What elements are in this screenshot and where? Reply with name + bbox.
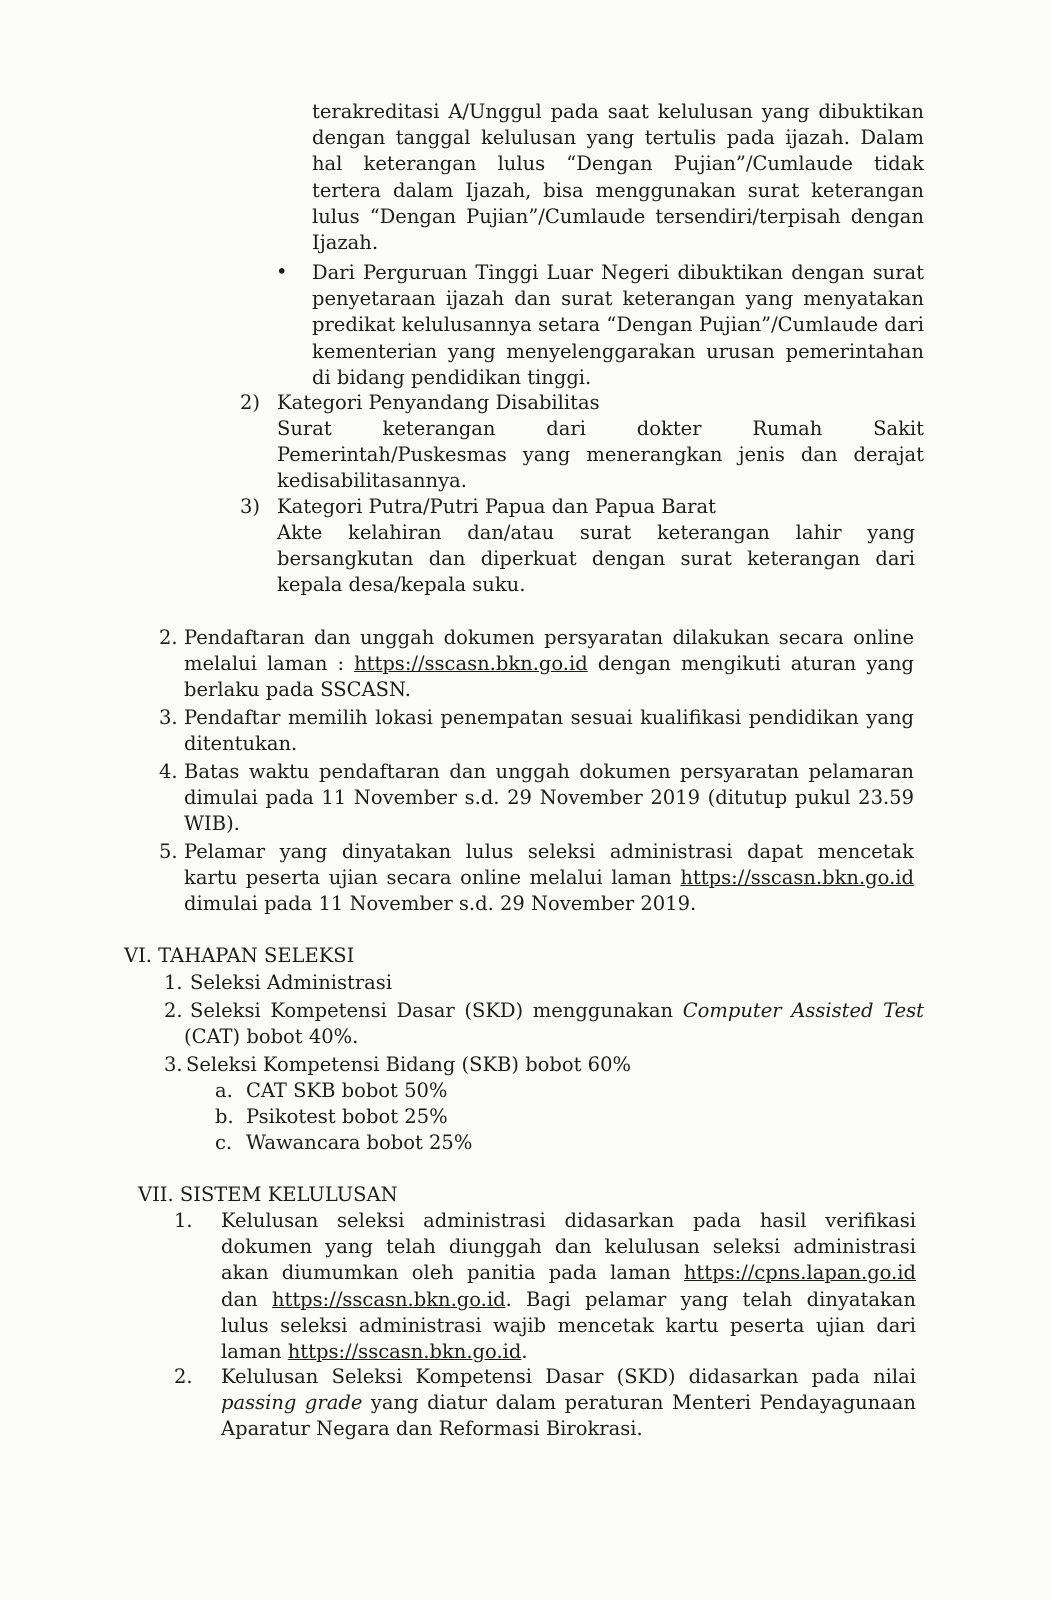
substep-marker: a.: [215, 1079, 233, 1102]
section-heading-vii: VII. SISTEM KELULUSAN: [138, 1183, 398, 1206]
item-paragraph: Pelamar yang dinyatakan lulus seleksi administrasi dapat mencetak kartu peserta ujian secara online melalui laman https://sscasn.bkn.go.id dimulai pada 11 November s.d. 29 November 2019.: [184, 840, 914, 916]
item-paragraph: Pendaftaran dan unggah dokumen persyaratan dilakukan secara online melalui laman : https://sscasn.bkn.go.id dengan mengikuti aturan yang berlaku pada SSCASN.: [184, 626, 914, 702]
rule-paragraph: Kelulusan seleksi administrasi didasarkan pada hasil verifikasi dokumen yang telah diunggah dan kelulusan seleksi administrasi akan diumumkan oleh panitia pada laman https://cpns.lapan.go.id dan https://sscasn.bkn.go.id. Bagi pelamar yang telah dinyatakan lulus seleksi administrasi wajib mencetak kartu peserta ujian dari laman https://sscasn.bkn.go.id.: [221, 1209, 916, 1364]
step-text: Seleksi Kompetensi Dasar (SKD) menggunakan Computer Assisted Test (CAT) bobot 40%.: [184, 999, 924, 1049]
section-heading-vi: VI. TAHAPAN SELEKSI: [124, 944, 355, 967]
bullet-paragraph: Dari Perguruan Tinggi Luar Negeri dibuktikan dengan surat penyetaraan ijazah dan surat keterangan yang menyatakan predikat kelulusannya setara “Dengan Pujian”/Cumlaude dari kementerian yang menyelenggarakan urusan pemerintahan di bidang pendidikan tinggi.: [312, 261, 924, 389]
subitem-body: Surat keterangan dari dokter Rumah Sakit Pemerintah/Puskesmas yang menerangkan jenis dan derajat kedisabilitasannya.: [277, 417, 924, 493]
item-marker: 2.: [159, 626, 178, 649]
sscasn-link[interactable]: https://sscasn.bkn.go.id: [680, 866, 914, 890]
substep-text: CAT SKB bobot 50%: [246, 1079, 448, 1102]
item-marker: 5.: [159, 840, 178, 863]
sscasn-link[interactable]: https://sscasn.bkn.go.id: [354, 652, 588, 676]
sscasn-link[interactable]: https://sscasn.bkn.go.id: [271, 1287, 506, 1311]
bullet-dot: •: [276, 260, 288, 283]
item-paragraph: Pendaftar memilih lokasi penempatan sesuai kualifikasi pendidikan yang ditentukan.: [184, 706, 914, 756]
substep-text: Wawancara bobot 25%: [246, 1131, 473, 1154]
step-marker: 2.: [164, 999, 183, 1022]
substep-text: Psikotest bobot 25%: [246, 1105, 448, 1128]
subitem-marker: 3): [240, 495, 261, 518]
rule-marker: 1.: [174, 1209, 193, 1232]
item-marker: 4.: [159, 760, 178, 783]
substep-marker: b.: [215, 1105, 234, 1128]
subitem-title: Kategori Putra/Putri Papua dan Papua Barat: [277, 495, 716, 518]
rule-paragraph: Kelulusan Seleksi Kompetensi Dasar (SKD) didasarkan pada nilai passing grade yang diatur dalam peraturan Menteri Pendayagunaan Aparatur Negara dan Reformasi Birokrasi.: [221, 1365, 916, 1441]
step-marker: 1.: [164, 971, 183, 994]
item-marker: 3.: [159, 706, 178, 729]
subitem-title: Kategori Penyandang Disabilitas: [277, 391, 600, 414]
subitem-marker: 2): [240, 391, 261, 414]
continuation-paragraph: terakreditasi A/Unggul pada saat kelulusan yang dibuktikan dengan tanggal kelulusan yang tertulis pada ijazah. Dalam hal keterangan lulus “Dengan Pujian”/Cumlaude tidak tertera dalam Ijazah, bisa menggunakan surat keterangan lulus “Dengan Pujian”/Cumlaude tersendiri/terpisah dengan Ijazah.: [312, 100, 924, 255]
step-marker: 3.: [164, 1053, 183, 1076]
rule-marker: 2.: [174, 1365, 193, 1388]
sscasn-link[interactable]: https://sscasn.bkn.go.id: [287, 1340, 522, 1364]
step-text: Seleksi Kompetensi Bidang (SKB) bobot 60%: [186, 1053, 632, 1076]
step-text: Seleksi Administrasi: [190, 971, 393, 994]
lapan-link[interactable]: https://cpns.lapan.go.id: [683, 1261, 916, 1285]
subitem-body: Akte kelahiran dan/atau surat keterangan lahir yang bersangkutan dan diperkuat dengan surat keterangan dari kepala desa/kepala suku.: [277, 521, 915, 597]
substep-marker: c.: [215, 1131, 233, 1154]
item-paragraph: Batas waktu pendaftaran dan unggah dokumen persyaratan pelamaran dimulai pada 11 November s.d. 29 November 2019 (ditutup pukul 23.59 WIB).: [184, 760, 914, 836]
